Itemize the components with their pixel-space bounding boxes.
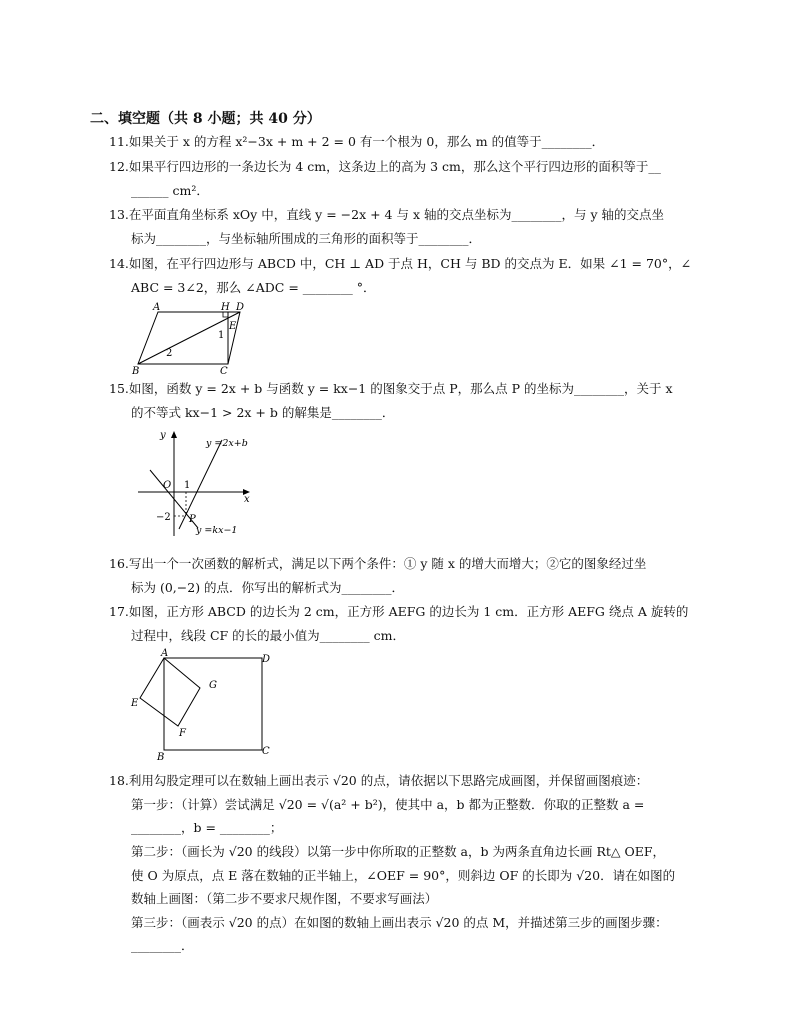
question-16 [109, 556, 646, 572]
question-text: 如图，函数 y = 2x + b 与函数 y = kx−1 的图象交于点 P，那么点 P 的坐标为________，关于 x [128, 381, 673, 396]
label-A: A [161, 648, 169, 659]
label-G: G [209, 680, 217, 691]
question-17 [109, 604, 688, 620]
label-C: C [220, 366, 228, 376]
label-F: F [179, 728, 186, 739]
question-15-cont: 的不等式 kx−1 > 2x + b 的解集是________． [131, 405, 395, 420]
q18-step-2-note: 数轴上画图：（第二步不要求尺规作图，不要求写画法） [131, 891, 438, 906]
q18-step-2: 第二步：（画长为 √20 的线段）以第一步中你所取的正整数 a，b 为两条直角边长画 Rt△ OEF， [131, 844, 666, 859]
question-text: 写出一个一次函数的解析式，满足以下两个条件：① y 随 x 的增大而增大；②它的图象经过坐 [128, 556, 647, 571]
question-12-cont: ______ cm²． [131, 183, 209, 198]
question-13-cont: 标为________，与坐标轴所围成的三角形的面积等于________． [131, 231, 482, 246]
label-D: D [262, 654, 271, 665]
question-16-cont: 标为 (0,−2) 的点．你写出的解析式为________． [131, 580, 405, 595]
question-17-cont: 过程中，线段 CF 的长的最小值为________ cm． [131, 628, 406, 643]
question-number: 13. [109, 207, 129, 222]
question-14-cont: ABC = 3∠2，那么 ∠ADC = ________ °． [131, 280, 376, 295]
label-neg-two: −2 [156, 512, 171, 523]
label-C: C [262, 746, 270, 757]
question-text: 在平面直角坐标系 xOy 中，直线 y = −2x + 4 与 x 轴的交点坐标为________，与 y 轴的交点坐 [128, 207, 664, 222]
question-14 [109, 256, 691, 272]
label-D: D [236, 302, 245, 313]
q18-step-1-answer: ________，b = ________； [131, 820, 283, 835]
question-number: 14. [109, 256, 129, 271]
question-number: 11. [109, 134, 129, 149]
label-A: A [153, 302, 161, 313]
figure-15-graph [132, 426, 257, 538]
label-B: B [132, 366, 140, 376]
question-13 [109, 207, 664, 223]
question-number: 15. [109, 381, 129, 396]
question-text: 如图，在平行四边形与 ABCD 中，CH ⊥ AD 于点 H，CH 与 BD 的交点为 E．如果 ∠1 = 70°，∠ [128, 256, 692, 271]
figure-17-squares [128, 644, 278, 762]
question-18 [109, 773, 648, 789]
question-11 [109, 134, 604, 150]
label-y-axis: y [160, 430, 166, 441]
question-number: 12. [109, 159, 129, 174]
question-number: 16. [109, 556, 129, 571]
label-origin: O [163, 480, 172, 491]
label-E: E [131, 698, 139, 709]
label-one: 1 [184, 480, 191, 491]
question-text: 如果关于 x 的方程 x²−3x + m + 2 = 0 有一个根为 0，那么 m 的值等于________． [128, 134, 605, 149]
label-line-kx-1: y =kx−1 [196, 525, 238, 536]
q18-step-1: 第一步：（计算）尝试满足 √20 = √(a² + b²)，使其中 a，b 都为正整数．你取的正整数 a = [131, 797, 645, 812]
section-title: 二、填空题（共 8 小题；共 40 分） [90, 111, 321, 127]
label-B: B [157, 752, 165, 762]
label-angle-2: 2 [166, 348, 173, 359]
label-P: P [189, 514, 196, 525]
question-text: 如果平行四边形的一条边长为 4 cm，这条边上的高为 3 cm，那么这个平行四边形的面积等于__ [128, 159, 661, 174]
q18-step-3: 第三步：（画表示 √20 的点）在如图的数轴上画出表示 √20 的点 M，并描述第三步的画图步骤： [131, 915, 668, 930]
figure-14-parallelogram [128, 300, 253, 376]
q18-step-3-answer: ________． [131, 938, 194, 953]
question-12 [109, 159, 661, 175]
label-line-2x-b: y =2x+b [206, 438, 248, 449]
question-15 [109, 381, 673, 397]
q18-step-2-cont: 使 O 为原点，点 E 落在数轴的正半轴上，∠OEF = 90°，则斜边 OF 的长即为 √20．请在如图的 [131, 868, 676, 883]
label-x-axis: x [244, 494, 250, 505]
label-H: H [221, 302, 230, 313]
label-angle-1: 1 [218, 330, 225, 341]
question-number: 17. [109, 604, 129, 619]
question-text: 如图，正方形 ABCD 的边长为 2 cm，正方形 AEFG 的边长为 1 cm．正方形 AEFG 绕点 A 旋转的 [128, 604, 689, 619]
question-text: 利用勾股定理可以在数轴上画出表示 √20 的点，请依据以下思路完成画图，并保留画图痕迹： [128, 773, 649, 788]
question-number: 18. [109, 773, 129, 788]
label-E: E [229, 321, 237, 332]
